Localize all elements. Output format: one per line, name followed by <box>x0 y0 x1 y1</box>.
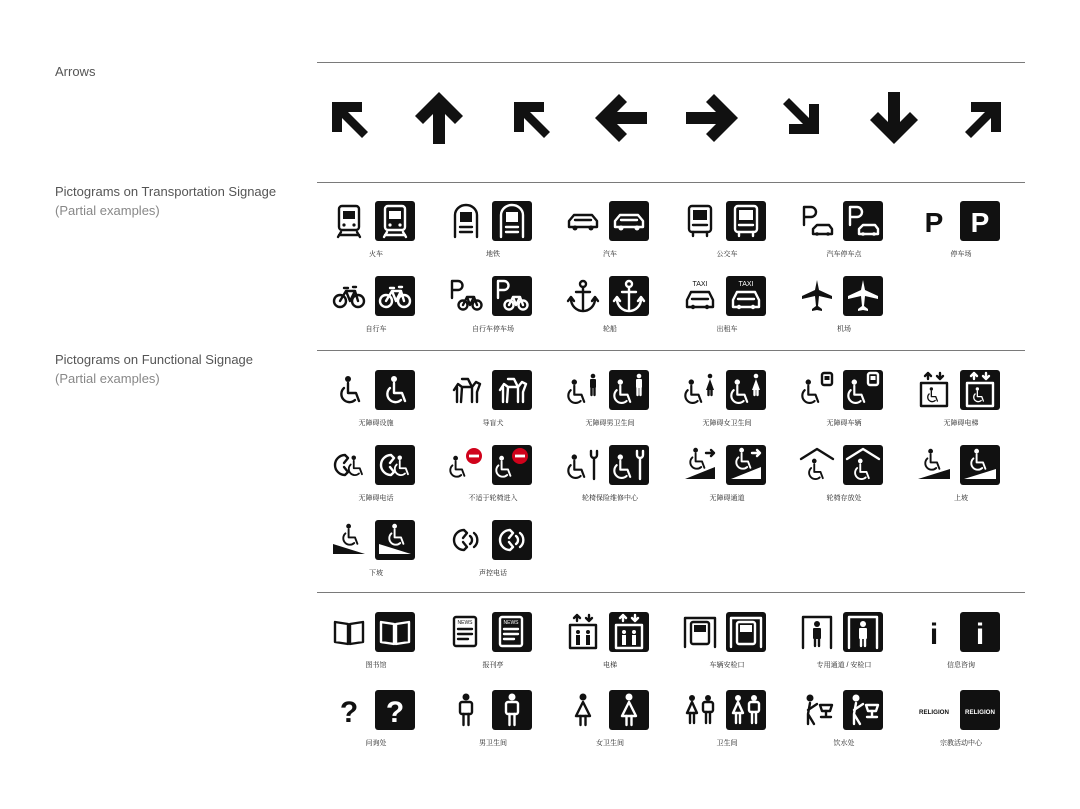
info-filled-icon <box>960 612 1000 652</box>
airplane-filled-icon <box>843 276 883 316</box>
pictogram-caption: 女卫生间 <box>596 740 624 747</box>
taxi-filled-icon <box>726 276 766 316</box>
wheelchair-man-outline-icon <box>563 370 603 410</box>
bus-filled-icon <box>726 201 766 241</box>
pictogram-airplane <box>785 276 903 348</box>
pictogram-caption: 自行车 <box>365 326 387 333</box>
pictogram-caption: 公交车 <box>716 251 738 258</box>
pictogram-slope-down <box>317 520 435 592</box>
pictogram-parking <box>902 201 1020 273</box>
section-title-arrows: Arrows <box>55 64 96 79</box>
wheelchair-phone-filled-icon <box>375 445 415 485</box>
pictogram-caption: 问询处 <box>365 740 387 747</box>
taxi-outline-icon <box>680 276 720 316</box>
pictogram-wheelchair-vehicle <box>785 370 903 442</box>
wheelchair-vehicle-filled-icon <box>843 370 883 410</box>
pictogram-wheelchair-woman <box>668 370 786 442</box>
guide-dog-filled-icon <box>492 370 532 410</box>
pictogram-taxi <box>668 276 786 348</box>
pictogram-news <box>434 612 552 684</box>
security-gate-outline-icon <box>797 612 837 652</box>
pictogram-caption: 专用通道 / 安检口 <box>816 662 872 669</box>
anchor-filled-icon <box>609 276 649 316</box>
voice-phone-filled-icon <box>492 520 532 560</box>
arrow-up-right-icon <box>500 88 560 148</box>
wheelchair-ramp-filled-icon <box>726 445 766 485</box>
wheelchair-woman-filled-icon <box>726 370 766 410</box>
section-title-functional: Pictograms on Functional Signage <box>55 352 254 367</box>
pictogram-caption: 无障碍女卫生间 <box>702 420 752 427</box>
pictogram-toilet <box>668 690 786 762</box>
pictogram-elevator <box>551 612 669 684</box>
toilet-outline-icon <box>680 690 720 730</box>
pictogram-caption: 机场 <box>837 326 851 333</box>
pictogram-caption: 声控电话 <box>479 570 507 577</box>
man-filled-icon <box>492 690 532 730</box>
pictogram-caption: 卫生间 <box>716 740 738 747</box>
voice-phone-outline-icon <box>446 520 486 560</box>
pictogram-wheelchair-repair <box>551 445 669 517</box>
divider-arrows <box>317 62 1025 63</box>
arrow-up-icon <box>409 88 469 148</box>
bicycle-filled-icon <box>375 276 415 316</box>
pictogram-bus <box>668 201 786 273</box>
elevator-filled-icon <box>609 612 649 652</box>
pictogram-caption: 轮椅存放处 <box>826 495 862 502</box>
pictogram-caption: 出租车 <box>716 326 738 333</box>
pictogram-man <box>434 690 552 762</box>
airplane-outline-icon <box>797 276 837 316</box>
religion-filled-icon <box>960 690 1000 730</box>
section-subtitle-transport: (Partial examples) <box>55 203 160 218</box>
svg-text:RELIGION: RELIGION <box>919 709 949 716</box>
svg-text:P: P <box>970 207 990 238</box>
pictogram-caption: 不适于轮椅进入 <box>468 495 518 502</box>
wheelchair-man-filled-icon <box>609 370 649 410</box>
drinking-filled-icon <box>843 690 883 730</box>
pictogram-religion <box>902 690 1020 762</box>
pictogram-woman <box>551 690 669 762</box>
pictogram-vehicle-check <box>668 612 786 684</box>
pictogram-caption: 停车场 <box>950 251 972 258</box>
pictogram-caption: 下坡 <box>369 570 383 577</box>
question-outline-icon <box>329 690 369 730</box>
pictogram-caption: 无障碍电梯 <box>943 420 979 427</box>
elevator-outline-icon <box>563 612 603 652</box>
pictogram-caption: 自行车停车场 <box>472 326 514 333</box>
pictogram-caption: 报刊亭 <box>482 662 504 669</box>
wheelchair-storage-filled-icon <box>843 445 883 485</box>
guide-dog-outline-icon <box>446 370 486 410</box>
arrow-down-icon <box>864 88 924 148</box>
pictogram-book <box>317 612 435 684</box>
arrow-down-right-icon <box>955 88 1015 148</box>
wheelchair-phone-outline-icon <box>329 445 369 485</box>
svg-text:?: ? <box>339 696 359 729</box>
pictogram-bicycle <box>317 276 435 348</box>
train-filled-icon <box>375 201 415 241</box>
divider-transport <box>317 182 1025 183</box>
pictogram-drinking <box>785 690 903 762</box>
pictogram-security-gate <box>785 612 903 684</box>
wheelchair-storage-outline-icon <box>797 445 837 485</box>
pictogram-caption: 宗教活动中心 <box>940 740 982 747</box>
pictogram-caption: 地铁 <box>486 251 500 258</box>
pictogram-caption: 无障碍通道 <box>709 495 745 502</box>
wheelchair-vehicle-outline-icon <box>797 370 837 410</box>
pictogram-caption: 无障碍男卫生间 <box>585 420 635 427</box>
pictogram-wheelchair-elevator <box>902 370 1020 442</box>
svg-text:TAXI: TAXI <box>692 281 708 288</box>
news-outline-icon <box>446 612 486 652</box>
wheelchair-woman-outline-icon <box>680 370 720 410</box>
pictogram-wheelchair <box>317 370 435 442</box>
pictogram-caption: 电梯 <box>603 662 617 669</box>
pictogram-info <box>902 612 1020 684</box>
svg-text:i: i <box>975 618 985 651</box>
book-outline-icon <box>329 612 369 652</box>
train-outline-icon <box>329 201 369 241</box>
pictogram-caption: 无障碍电话 <box>358 495 394 502</box>
svg-text:NEWS: NEWS <box>457 620 473 626</box>
pictogram-caption: 轮椅保险维修中心 <box>582 495 638 502</box>
no-wheelchair-filled-icon <box>492 445 532 485</box>
bike-park-filled-icon <box>492 276 532 316</box>
parking-outline-icon <box>914 201 954 241</box>
pictogram-caption: 火车 <box>369 251 383 258</box>
pictogram-caption: 车辆安检口 <box>709 662 745 669</box>
security-gate-filled-icon <box>843 612 883 652</box>
no-wheelchair-outline-icon <box>446 445 486 485</box>
pictogram-wheelchair-ramp <box>668 445 786 517</box>
vehicle-check-outline-icon <box>680 612 720 652</box>
pictogram-guide-dog <box>434 370 552 442</box>
svg-text:P: P <box>924 207 944 238</box>
pictogram-wheelchair-storage <box>785 445 903 517</box>
arrow-down-left-icon <box>773 88 833 148</box>
pictogram-caption: 上坡 <box>954 495 968 502</box>
pictogram-no-wheelchair <box>434 445 552 517</box>
man-outline-icon <box>446 690 486 730</box>
wheelchair-repair-filled-icon <box>609 445 649 485</box>
pictogram-wheelchair-phone <box>317 445 435 517</box>
wheelchair-elevator-outline-icon <box>914 370 954 410</box>
metro-filled-icon <box>492 201 532 241</box>
car-park-outline-icon <box>797 201 837 241</box>
toilet-filled-icon <box>726 690 766 730</box>
pictogram-bike-park <box>434 276 552 348</box>
bicycle-outline-icon <box>329 276 369 316</box>
car-park-filled-icon <box>843 201 883 241</box>
pictogram-metro <box>434 201 552 273</box>
car-outline-icon <box>563 201 603 241</box>
pictogram-caption: 饮水处 <box>833 740 855 747</box>
pictogram-car-park <box>785 201 903 273</box>
section-subtitle-functional: (Partial examples) <box>55 371 160 386</box>
pictogram-caption: 信息咨询 <box>947 662 975 669</box>
religion-outline-icon <box>914 690 954 730</box>
pictogram-slope-up <box>902 445 1020 517</box>
book-filled-icon <box>375 612 415 652</box>
info-outline-icon <box>914 612 954 652</box>
slope-up-filled-icon <box>960 445 1000 485</box>
drinking-outline-icon <box>797 690 837 730</box>
vehicle-check-filled-icon <box>726 612 766 652</box>
woman-filled-icon <box>609 690 649 730</box>
wheelchair-ramp-outline-icon <box>680 445 720 485</box>
slope-up-outline-icon <box>914 445 954 485</box>
svg-text:?: ? <box>385 696 405 729</box>
pictogram-wheelchair-man <box>551 370 669 442</box>
pictogram-question <box>317 690 435 762</box>
pictogram-caption: 无障碍车辆 <box>826 420 862 427</box>
pictogram-caption: 男卫生间 <box>479 740 507 747</box>
wheelchair-filled-icon <box>375 370 415 410</box>
divider-functional <box>317 350 1025 351</box>
pictogram-voice-phone <box>434 520 552 592</box>
question-filled-icon <box>375 690 415 730</box>
pictogram-car <box>551 201 669 273</box>
svg-text:RELIGION: RELIGION <box>965 709 995 716</box>
section-title-transport: Pictograms on Transportation Signage <box>55 184 277 199</box>
svg-text:i: i <box>929 618 939 651</box>
wheelchair-elevator-filled-icon <box>960 370 1000 410</box>
pictogram-train <box>317 201 435 273</box>
metro-outline-icon <box>446 201 486 241</box>
divider-general <box>317 592 1025 593</box>
pictogram-caption: 汽车停车点 <box>826 251 862 258</box>
bike-park-outline-icon <box>446 276 486 316</box>
arrow-left-icon <box>591 88 651 148</box>
svg-text:NEWS: NEWS <box>503 620 519 626</box>
bus-outline-icon <box>680 201 720 241</box>
pictogram-caption: 汽车 <box>603 251 617 258</box>
slope-down-outline-icon <box>329 520 369 560</box>
wheelchair-repair-outline-icon <box>563 445 603 485</box>
news-filled-icon <box>492 612 532 652</box>
wheelchair-outline-icon <box>329 370 369 410</box>
parking-filled-icon <box>960 201 1000 241</box>
pictogram-caption: 轮船 <box>603 326 617 333</box>
arrow-right-icon <box>682 88 742 148</box>
woman-outline-icon <box>563 690 603 730</box>
slope-down-filled-icon <box>375 520 415 560</box>
pictogram-caption: 导盲犬 <box>482 420 504 427</box>
car-filled-icon <box>609 201 649 241</box>
pictogram-caption: 图书馆 <box>365 662 387 669</box>
pictogram-anchor <box>551 276 669 348</box>
arrow-up-left-icon <box>318 88 378 148</box>
pictogram-caption: 无障碍设施 <box>358 420 394 427</box>
anchor-outline-icon <box>563 276 603 316</box>
svg-text:TAXI: TAXI <box>738 281 754 288</box>
